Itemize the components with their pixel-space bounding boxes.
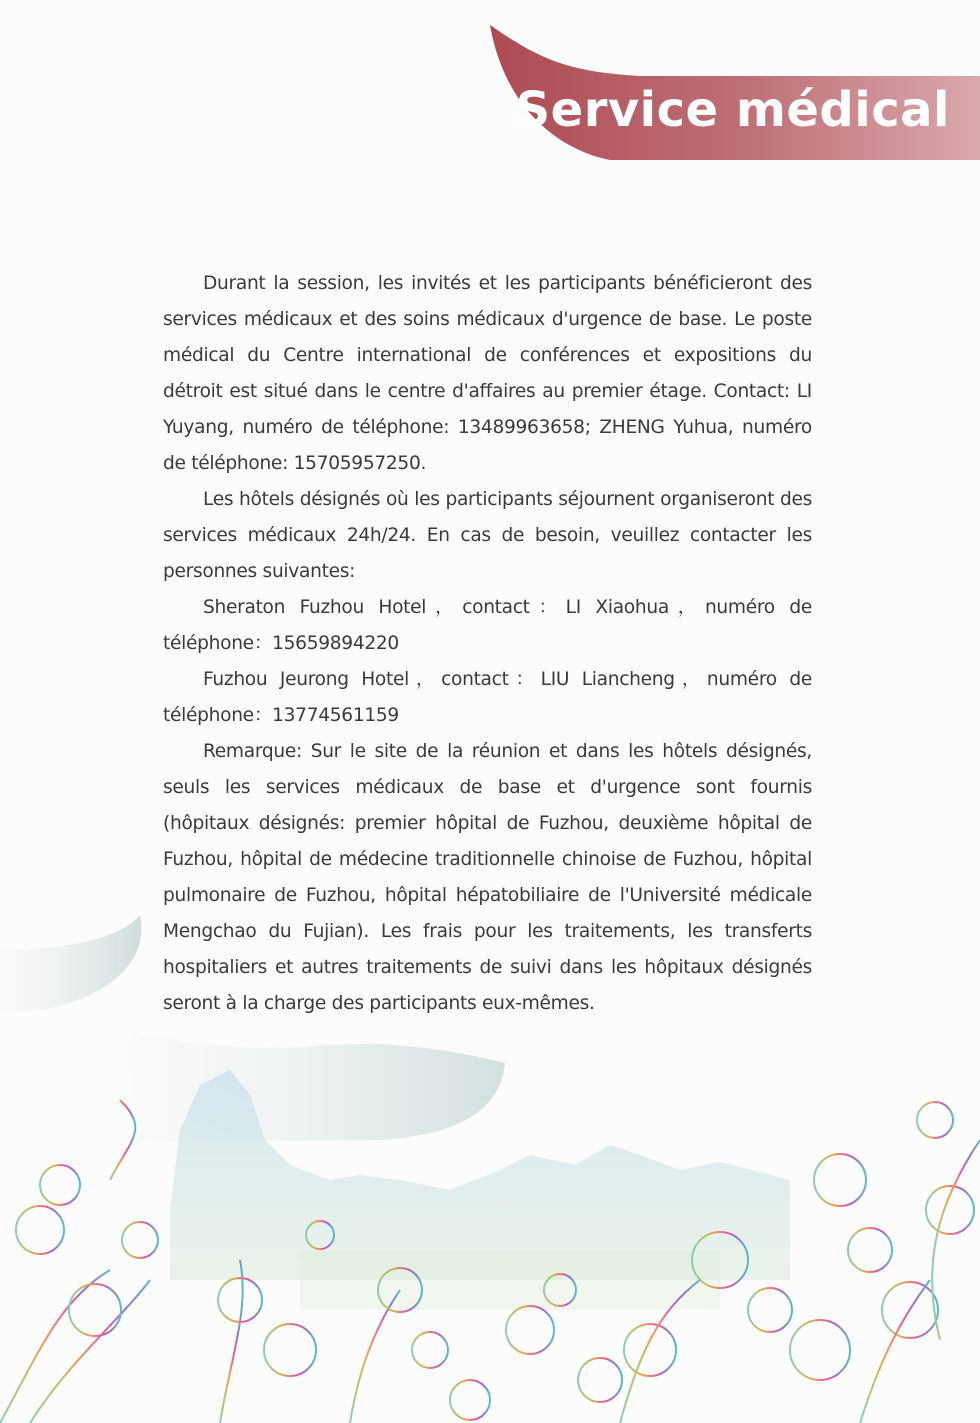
main-content — [163, 266, 812, 1022]
paragraph-intro: Durant la session, les invités et les participants bénéficieront des services médicaux et des soins médicaux d'urgence de base. Le poste médical du Centre international de conférences et expositions du détroit est situé dans le centre d'affaires au premier étage. Contact: LI Yuyang, numéro de téléphone: 13489963658; ZHENG Yuhua, numéro de téléphone: 15705957250. — [163, 273, 812, 474]
page-title: Service médical — [515, 82, 950, 138]
paragraph-remark: Remarque: Sur le site de la réunion et dans les hôtels désignés, seuls les services médicaux de base et d'urgence sont fournis (hôpitaux désignés: premier hôpital de Fuzhou, deuxième hôpital de Fuzhou, hôpital de médecine traditionnelle chinoise de Fuzhou, hôpital pulmonaire de Fuzhou, hôpital hépatobiliaire de l'Université médicale Mengchao du Fujian). Les frais pour les traitements, les transferts hospitaliers et autres traitements de suivi dans les hôpitaux désignés seront à la charge des participants eux-mêmes. — [163, 741, 812, 1014]
paragraph-sheraton-contact: Sheraton Fuzhou Hotel，contact：LI Xiaohua，numéro de téléphone：15659894220 — [163, 597, 812, 654]
paragraph-hotels: Les hôtels désignés où les participants séjournent organiseront des services médicaux 24h/24. En cas de besoin, veuillez contacter les personnes suivantes: — [163, 489, 812, 582]
paragraph-jeurong-contact: Fuzhou Jeurong Hotel，contact：LIU Liancheng，numéro de téléphone：13774561159 — [163, 669, 812, 726]
